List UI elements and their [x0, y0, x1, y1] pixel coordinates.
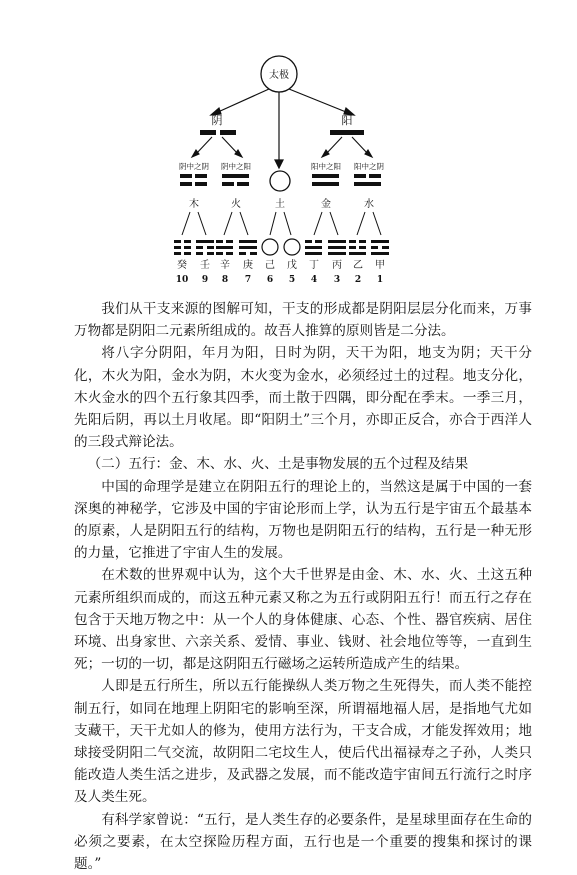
stem-name: 乙	[353, 260, 363, 271]
stem-name: 丁	[309, 260, 319, 271]
symbol-yin-yang	[222, 174, 249, 186]
stem-numbers	[176, 275, 383, 285]
stem-name: 庚	[243, 260, 253, 271]
stem-symbol-ji	[262, 239, 278, 255]
sub-label-yin-yin: 阴中之阴	[179, 162, 209, 171]
yin-symbol	[200, 130, 236, 135]
section-heading: （二）五行：金、木、水、火、土是事物发展的五个过程及结果	[87, 456, 469, 473]
stem-number: 8	[221, 275, 229, 285]
stem-number: 5	[288, 275, 296, 285]
stem-number: 2	[354, 275, 362, 285]
sub-label-yin-yang: 阴中之阳	[221, 162, 251, 171]
root-branches	[211, 89, 354, 168]
tianggan-origin-diagram	[0, 0, 577, 290]
yin-label: 阴	[211, 114, 223, 127]
level3-branches	[182, 212, 381, 235]
stem-number: 10	[175, 275, 189, 285]
element-wood: 木	[189, 199, 199, 210]
stem-symbol-xin	[216, 240, 233, 255]
earth-circle	[270, 171, 290, 191]
stem-number: 3	[333, 275, 341, 285]
sub-label-yang-yin: 阳中之阴	[354, 162, 384, 171]
paragraph: 在术数的世界观中认为，这个大千世界是由金、木、水、火、土这五种元素所组织而成的，而这五种元素又称之为五行或阴阳五行！而五行之存在包含于天地万物之中：从一个人的身体健康、心态、个性、器官疾病、居住环境、出身家世、六亲关系、爱情、事业、钱财、社会地位等等，一直到生死；一切的一切，都是这阴阳五行磁场之运转所造成产生的结果。	[74, 567, 532, 673]
yang-label: 阳	[341, 114, 353, 127]
body-text	[74, 298, 532, 875]
element-fire: 火	[231, 199, 241, 210]
element-earth: 土	[275, 199, 285, 210]
stem-symbol-gui	[174, 240, 191, 255]
symbol-yin-yin	[180, 174, 207, 186]
stem-name: 己	[265, 260, 275, 271]
stem-symbol-ren	[196, 240, 214, 255]
symbol-yang-yang	[312, 174, 339, 186]
symbol-yang-yin	[354, 174, 381, 186]
stem-symbols	[174, 240, 389, 255]
stem-number: 6	[266, 275, 274, 285]
stem-symbol-ding	[305, 240, 322, 255]
stem-symbol-geng	[239, 240, 257, 255]
paragraph: 中国的命理学是建立在阴阳五行的理论上的，当然这是属于中国的一套深奥的神秘学，它涉及中国的宇宙论形而上学，认为五行是宇宙五个最基本的原素，人是阴阳五行的结构，万物也是阴阳五行的结构，五行是一种无形的力量，它推进了宇宙人生的发展。	[74, 478, 532, 562]
stem-symbol-jia	[371, 240, 389, 255]
level2-branches	[192, 137, 372, 157]
stem-number: 4	[310, 275, 318, 285]
stem-names	[177, 258, 385, 271]
stem-name: 甲	[375, 260, 385, 271]
yang-symbol	[330, 130, 364, 135]
stem-symbol-bing	[328, 240, 346, 255]
stem-number: 9	[201, 275, 209, 285]
stem-name: 丙	[332, 260, 342, 271]
taiji-label: 太极	[269, 70, 289, 81]
sub-label-yang-yang: 阳中之阳	[311, 162, 341, 171]
stem-name: 戊	[287, 260, 297, 271]
paragraph: 有科学家曾说：“五行，是人类生存的必要条件，是星球里面存在生命的必须之要素，在太空探险历程方面，五行也是一个重要的搜集和探讨的课题。”	[74, 811, 532, 873]
paragraph: 将八字分阴阳，年月为阳，日时为阴，天干为阳，地支为阴；天干分化，木火为阳，金水为阴，木火变为金水，必须经过土的过程。地支分化，木火金水的四个五行象其四季，而土散于四隅，即分配在季末。一季三月，先阳后阴，再以土月收尾。即“阳阴土”三个月，亦即正反合，亦合于西洋人的三段式辩论法。	[74, 345, 532, 451]
stem-number: 1	[376, 275, 384, 285]
stem-number: 7	[244, 275, 252, 285]
stem-name: 辛	[220, 260, 230, 271]
paragraph: 我们从干支来源的图解可知，干支的形成都是阴阳层层分化而来，万事万物都是阴阳二元素所组成的。故吾人推算的原则皆是二分法。	[74, 301, 532, 340]
stem-symbol-yi	[349, 240, 366, 255]
element-water: 水	[364, 199, 374, 210]
stem-name: 癸	[177, 260, 187, 271]
paragraph: 人即是五行所生，所以五行能操纵人类万物之生死得失，而人类不能控制五行，如同在地理上阴阳宅的影响至深，所谓福地福人居，是指地气尤如支藏干，天干尤如人的修为，使用方法行为，干支合成，才能发挥效用；地球接受阴阳二气交流，故阴阳二宅坟生人，使后代出福禄寿之子孙，人类只能改造人类生活之进步，及武器之发展，而不能改造宇宙间五行流行之时序及人类生死。	[74, 678, 532, 806]
stem-name: 壬	[200, 260, 210, 271]
stem-symbol-wu	[284, 239, 300, 255]
element-metal: 金	[321, 199, 331, 210]
